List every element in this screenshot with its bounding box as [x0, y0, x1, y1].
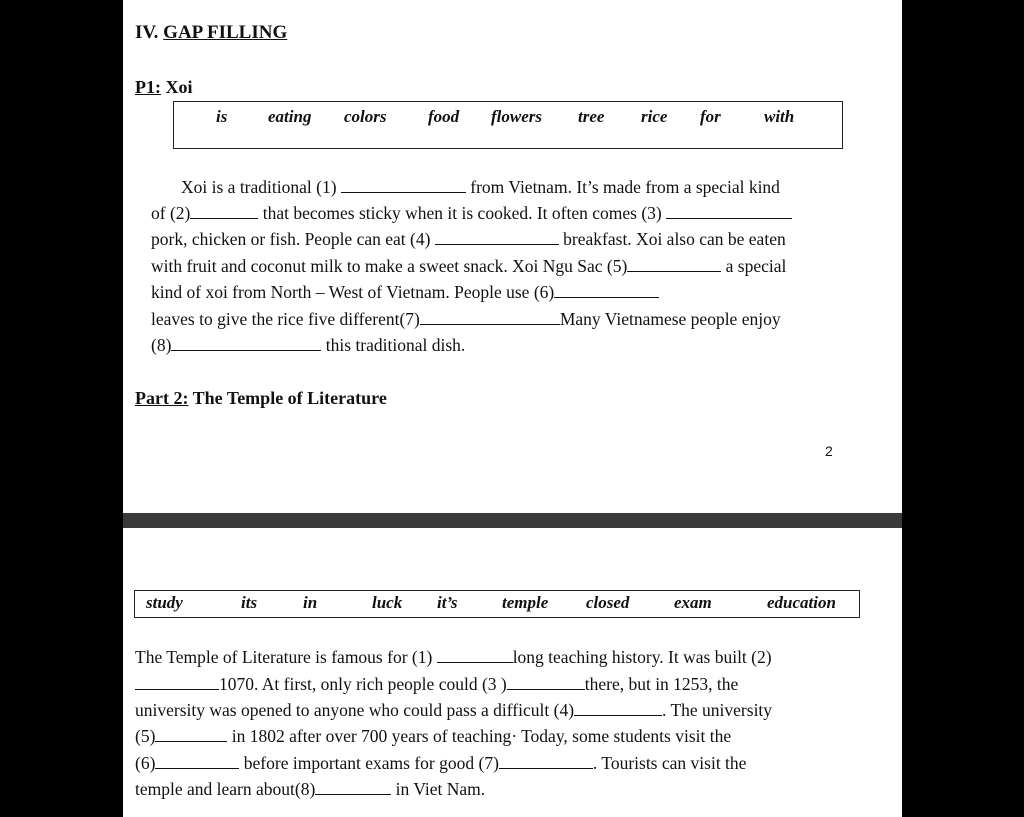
- part1-line-6: [151, 309, 781, 329]
- word-bank-item: closed: [586, 593, 630, 612]
- text-run: pork, chicken or fish. People can eat (4): [151, 229, 435, 249]
- document-page-2: [123, 528, 902, 817]
- word-bank-item: education: [767, 593, 836, 612]
- part1-line-1: [181, 177, 780, 197]
- part1-line-7: [151, 335, 465, 355]
- text-run: . Tourists can visit the: [592, 753, 747, 773]
- section-title-text: GAP FILLING: [163, 22, 288, 43]
- part1-title: Xoi: [161, 77, 193, 97]
- text-run: long teaching history. It was built (2): [512, 647, 772, 667]
- page-number: 2: [825, 443, 833, 459]
- word-bank-item: its: [241, 593, 258, 612]
- answer-blank-6[interactable]: [554, 283, 659, 298]
- answer-blank-1[interactable]: [341, 178, 466, 193]
- word-bank-item: food: [428, 107, 460, 126]
- text-run: before important exams for good (7): [239, 753, 499, 773]
- part2-line-1: [135, 647, 772, 667]
- text-run: (8): [151, 335, 172, 355]
- part2-line-5: [135, 753, 746, 773]
- answer-blank-3[interactable]: [507, 675, 585, 690]
- answer-blank-7[interactable]: [420, 310, 560, 325]
- text-run: leaves to give the rice five different(7): [151, 309, 420, 329]
- part2-heading: [135, 388, 387, 409]
- part2-title: The Temple of Literature: [188, 388, 387, 408]
- text-run: a special: [721, 256, 787, 276]
- word-bank-item: temple: [502, 593, 549, 612]
- answer-blank-3[interactable]: [666, 204, 792, 219]
- text-run: there, but in 1253, the: [584, 674, 739, 694]
- text-run: with fruit and coconut milk to make a sweet snack. Xoi Ngu Sac (5): [151, 256, 628, 276]
- text-run: in Viet Nam.: [391, 779, 486, 799]
- part1-line-2: [151, 203, 792, 223]
- answer-blank-4[interactable]: [435, 230, 559, 245]
- word-bank-item: for: [700, 107, 721, 126]
- part2-label: Part 2:: [135, 388, 189, 408]
- text-run: The Temple of Literature is famous for (1): [135, 647, 437, 667]
- text-run: kind of xoi from North – West of Vietnam. People use (6): [151, 282, 555, 302]
- part1-line-5: [151, 282, 659, 302]
- section-number: IV.: [135, 22, 159, 43]
- text-run: that becomes sticky when it is cooked. It often comes (3): [258, 203, 667, 223]
- word-bank-item: flowers: [491, 107, 542, 126]
- section-title: [135, 22, 287, 44]
- part2-word-box: [134, 590, 860, 618]
- word-bank-item: exam: [674, 593, 712, 612]
- answer-blank-2[interactable]: [135, 675, 219, 690]
- text-run: 1070. At first, only rich people could (3 ): [219, 674, 507, 694]
- word-bank-item: rice: [641, 107, 668, 126]
- answer-blank-5[interactable]: [627, 257, 721, 272]
- word-bank-item: is: [216, 107, 228, 126]
- page-separator: [123, 513, 902, 528]
- text-run: Many Vietnamese people enjoy: [559, 309, 781, 329]
- answer-blank-8[interactable]: [315, 780, 391, 795]
- word-bank-item: tree: [578, 107, 605, 126]
- word-bank-item: luck: [372, 593, 403, 612]
- part1-line-4: [151, 256, 786, 276]
- part2-line-3: [135, 700, 772, 720]
- answer-blank-6[interactable]: [155, 754, 239, 769]
- text-run: (6): [135, 753, 156, 773]
- answer-blank-4[interactable]: [574, 701, 662, 716]
- part1-word-box: [173, 101, 843, 149]
- text-run: temple and learn about(8): [135, 779, 316, 799]
- text-run: from Vietnam. It’s made from a special kind: [465, 177, 780, 197]
- word-bank-item: in: [303, 593, 318, 612]
- answer-blank-5[interactable]: [155, 727, 227, 742]
- part1-heading: [135, 77, 193, 98]
- answer-blank-2[interactable]: [190, 204, 258, 219]
- word-bank-item: with: [764, 107, 795, 126]
- word-bank-item: eating: [268, 107, 312, 126]
- part2-line-4: [135, 726, 731, 746]
- text-run: of (2): [151, 203, 191, 223]
- part2-line-6: [135, 779, 485, 799]
- text-run: (5): [135, 726, 156, 746]
- part2-line-2: [135, 674, 738, 694]
- document-page-1: [123, 0, 902, 513]
- word-bank-item: study: [146, 593, 183, 612]
- answer-blank-8[interactable]: [171, 336, 321, 351]
- text-run: in 1802 after over 700 years of teaching· Today, some students visit the: [227, 726, 732, 746]
- text-run: Xoi is a traditional (1): [181, 177, 341, 197]
- part1-label: P1:: [135, 77, 161, 97]
- text-run: breakfast. Xoi also can be eaten: [558, 229, 786, 249]
- word-bank-item: colors: [344, 107, 387, 126]
- text-run: . The university: [662, 700, 773, 720]
- answer-blank-7[interactable]: [499, 754, 593, 769]
- part1-line-3: [151, 229, 786, 249]
- answer-blank-1[interactable]: [437, 648, 513, 663]
- text-run: this traditional dish.: [321, 335, 466, 355]
- word-bank-item: it’s: [437, 593, 458, 612]
- text-run: university was opened to anyone who could pass a difficult (4): [135, 700, 575, 720]
